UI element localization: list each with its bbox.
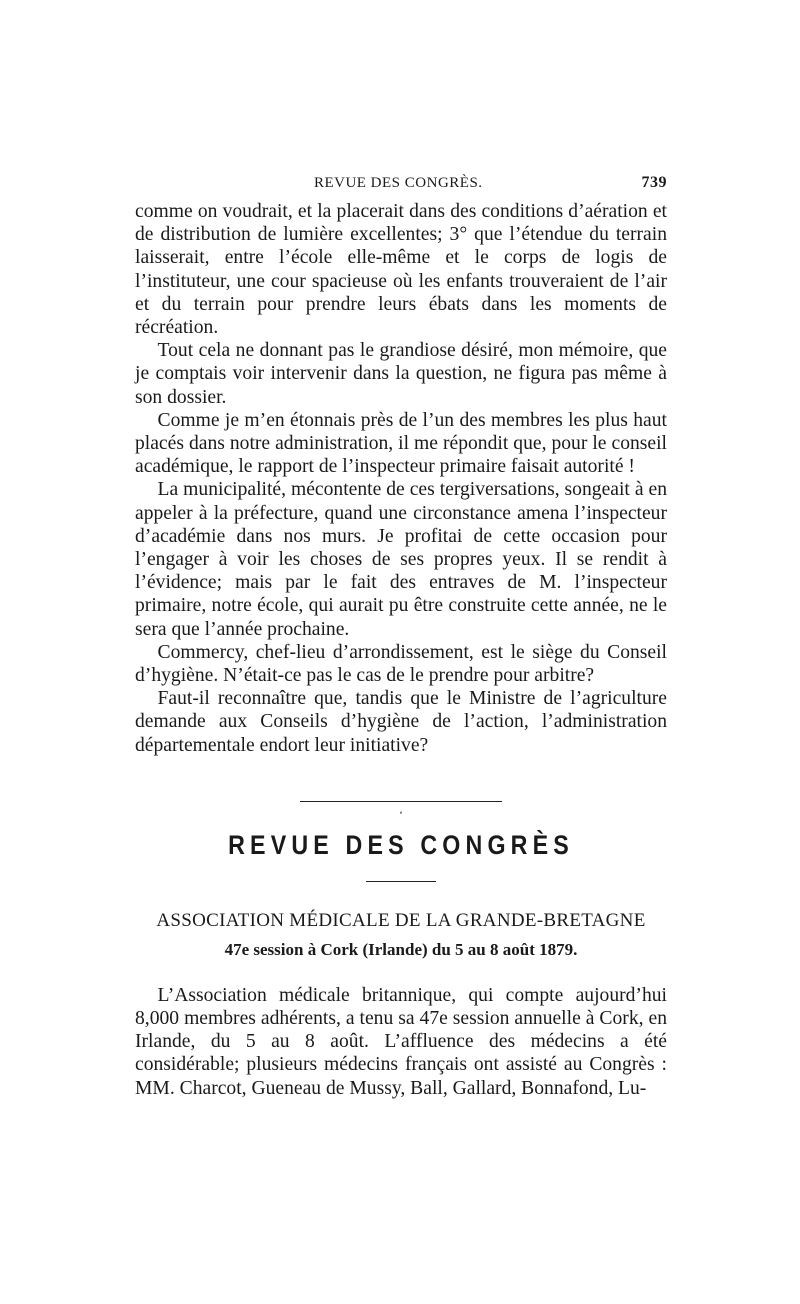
paragraph: L’Association médicale britannique, qui compte aujourd’hui 8,000 membres adhérents, a tenu sa 47e session annuelle à Cork, en Irlande, du 5 au 8 août. L’affluence des médecins a été considérable; plusieurs médecins français ont assisté au Congrès : MM. Charcot, Gueneau de Mussy, Ball, Gallard, Bonnafond, Lu- [135, 984, 667, 1099]
session-subtitle: 47e session à Cork (Irlande) du 5 au 8 août 1879. [224, 939, 578, 959]
association-title: ASSOCIATION MÉDICALE DE LA GRANDE-BRETAGNE [156, 909, 646, 931]
paragraph: Tout cela ne donnant pas le grandiose désiré, mon mémoire, que je comptais voir intervenir dans la question, ne figura pas même à son dossier. [135, 340, 667, 408]
paragraph: Commercy, chef-lieu d’arrondissement, est le siège du Conseil d’hygiène. N’était-ce pas le cas de le prendre pour arbitre? [135, 641, 667, 687]
page-number: 739 [641, 174, 667, 191]
paragraph: Faut-il reconnaître que, tandis que le Ministre de l’agriculture demande aux Conseils d’hygiène de l’action, l’administration départementale endort leur initiative? [135, 688, 667, 756]
section-title: REVUE DES CONGRÈS [228, 829, 574, 860]
congress-body-text [135, 984, 667, 1100]
section-divider-rule [300, 801, 502, 802]
ornament-dot: • [399, 807, 403, 818]
paragraph: Comme je m’en étonnais près de l’un des membres les plus haut placés dans notre administration, il me répondit que, pour le conseil académique, le rapport de l’inspecteur primaire faisait autorité ! [135, 409, 667, 478]
running-head [135, 174, 667, 200]
paragraph: comme on voudrait, et la placerait dans des conditions d’aération et de distribution de lumière excellentes; 3° que l’étendue du terrain laisserait, entre l’école elle-même et le corps de logis de l’instituteur, une cour spacieuse où les enfants trouveraient de l’air et du terrain pour prendre leurs ébats dans les moments de récréation. [135, 201, 667, 339]
paragraph: La municipalité, mécontente de ces tergiversations, songeait à en appeler à la préfecture, quand une circonstance amena l’inspecteur d’académie dans nos murs. Je profitai de cette occasion pour l’engager à voir les choses de ses propres yeux. Il se rendit à l’évidence; mais par le fait des entraves de M. l’inspecteur primaire, notre école, qui aurait pu être construite cette année, ne le sera que l’année prochaine. [135, 479, 667, 640]
body-text [135, 200, 667, 757]
title-underline-rule [366, 881, 436, 882]
running-head-title: REVUE DES CONGRÈS. [313, 175, 483, 191]
page [135, 174, 667, 1100]
